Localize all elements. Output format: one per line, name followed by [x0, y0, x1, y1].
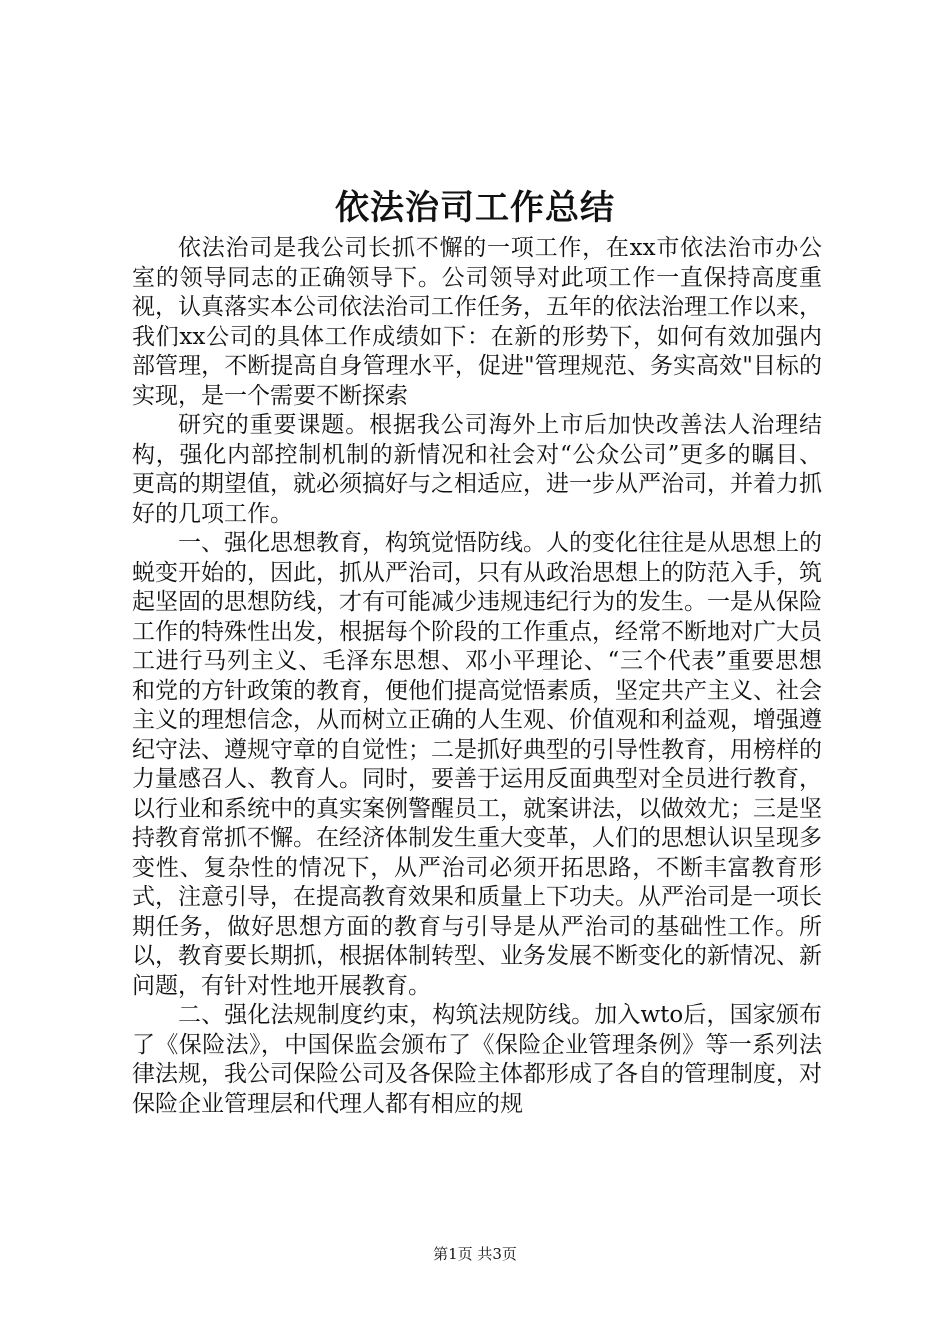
page-number-footer: 第1页 共3页 — [433, 1245, 517, 1263]
document-body — [132, 234, 822, 1119]
paragraph: 一、强化思想教育，构筑觉悟防线。人的变化往往是从思想上的蜕变开始的，因此，抓从严治司，只有从政治思想上的防范入手，筑起坚固的思想防线，才有可能减少违规违纪行为的发生。一是从保险工作的特殊性出发，根据每个阶段的工作重点，经常不断地对广大员工进行马列主义、毛泽东思想、邓小平理论、“三个代表”重要思想和党的方针政策的教育，便他们提高觉悟素质，坚定共产主义、社会主义的理想信念，从而树立正确的人生观、价值观和利益观，增强遵纪守法、遵规守章的自觉性；二是抓好典型的引导性教育，用榜样的力量感召人、教育人。同时，要善于运用反面典型对全员进行教育，以行业和系统中的真实案例警醒员工，就案讲法，以做效尤；三是坚持教育常抓不懈。在经济体制发生重大变革，人们的思想认识呈现多变性、复杂性的情况下，从严治司必须开拓思路，不断丰富教育形式，注意引导，在提高教育效果和质量上下功夫。从严治司是一项长期任务，做好思想方面的教育与引导是从严治司的基础性工作。所以，教育要长期抓，根据体制转型、业务发展不断变化的新情况、新问题，有针对性地开展教育。 — [132, 530, 822, 999]
paragraph: 依法治司是我公司长抓不懈的一项工作，在xx市依法治市办公室的领导同志的正确领导下。公司领导对此项工作一直保持高度重视，认真落实本公司依法治司工作任务，五年的依法治理工作以来，我们xx公司的具体工作成绩如下：在新的形势下，如何有效加强内部管理，不断提高自身管理水平，促进"管理规范、务实高效"目标的实现，是一个需要不断探索 — [132, 235, 822, 409]
paragraph: 二、强化法规制度约束，构筑法规防线。加入wto后，国家颁布了《保险法》，中国保监会颁布了《保险企业管理条例》等一系列法律法规，我公司保险公司及各保险主体都形成了各自的管理制度，对保险企业管理层和代理人都有相应的规 — [132, 1002, 822, 1117]
document-title: 依法治司工作总结 — [335, 188, 615, 228]
paragraph: 研究的重要课题。根据我公司海外上市后加快改善法人治理结构，强化内部控制机制的新情况和社会对“公众公司”更多的瞩目、更高的期望值，就必须搞好与之相适应，进一步从严治司，并着力抓好的几项工作。 — [132, 412, 822, 527]
